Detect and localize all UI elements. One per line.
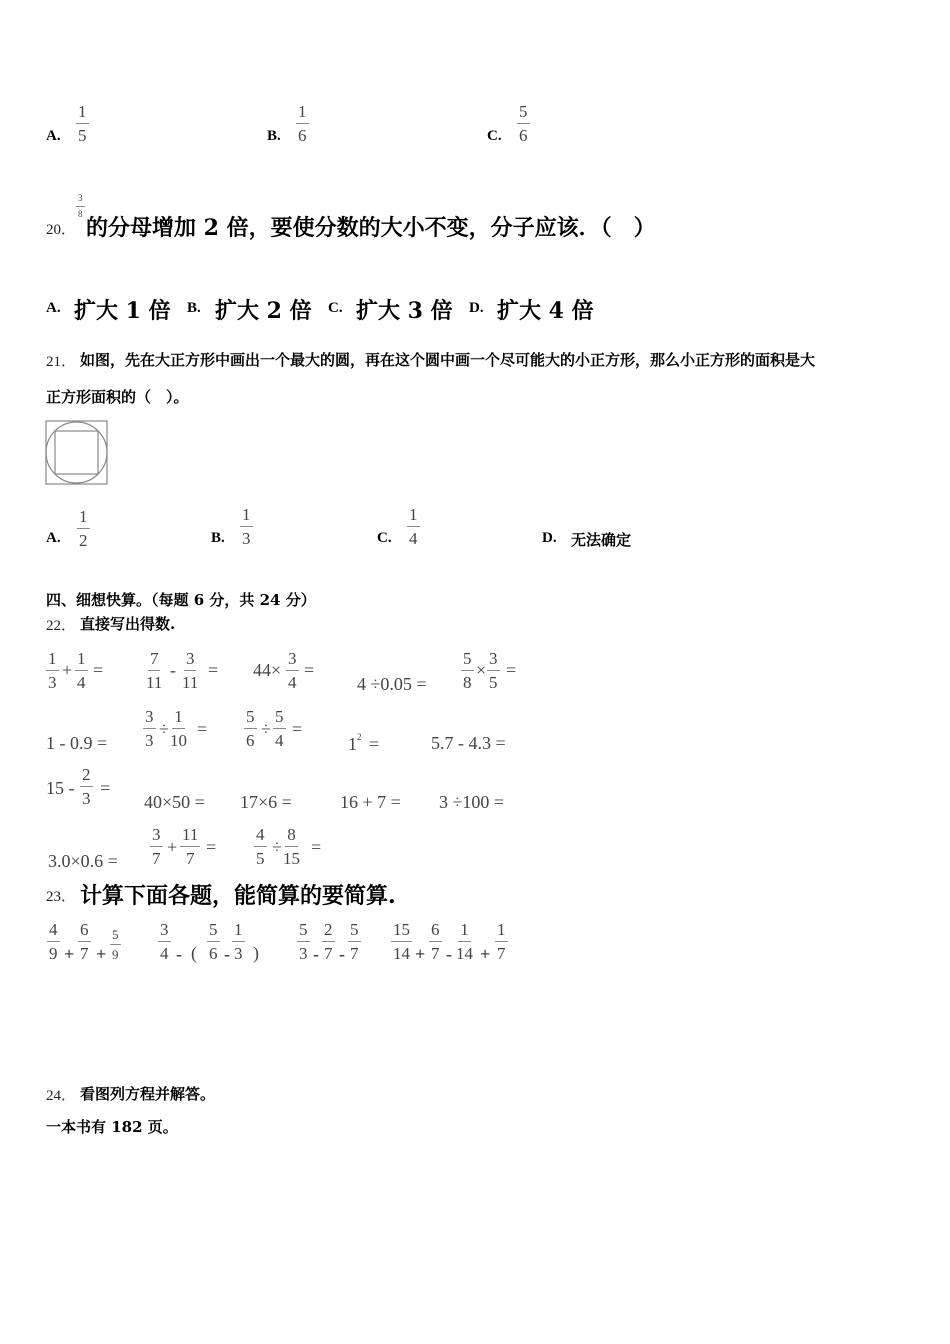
fraction: $\frac{1}{7}$ [497, 920, 506, 963]
fraction: $\frac{2}{7}$ [324, 920, 333, 963]
fraction: $\frac{5}{6}$ [246, 707, 255, 750]
equals: = [304, 660, 315, 680]
q20-number: 20． [46, 222, 77, 238]
q19-option-c-fraction[interactable]: $\frac{5}{6}$ [519, 102, 528, 145]
q21-text-line1: 如图，先在大正方形中画出一个最大的圆，再在这个圆中画一个尽可能大的小正方形，那么小正方形的面积是大 [80, 351, 816, 369]
q20-text: 的分母增加 2 倍，要使分数的大小不变，分子应该．（ ） [86, 215, 656, 241]
operator: × [476, 660, 487, 680]
q20-option-b-text[interactable]: 扩大 2 倍 [215, 298, 312, 324]
expression: 4 ÷0.05 = [357, 674, 427, 694]
expression: 3.0×0.6 = [48, 851, 118, 871]
expression: 3 ÷100 = [439, 792, 505, 812]
equals: = [506, 660, 517, 680]
expression: 1 - 0.9 = [46, 733, 108, 753]
fraction: $\frac{8}{15}$ [283, 825, 300, 868]
operator: ÷ [272, 837, 282, 857]
fraction: $\frac{3}{3}$ [145, 707, 154, 750]
operator: + [96, 944, 107, 964]
q20-option-c-text[interactable]: 扩大 3 倍 [356, 298, 453, 324]
q21-option-d-text[interactable]: 无法确定 [571, 531, 632, 549]
q21-option-d-label: D. [542, 530, 557, 546]
q21-option-b-fraction[interactable]: $\frac{1}{3}$ [242, 505, 251, 548]
q21-option-a-label: A. [46, 530, 61, 546]
fraction: $\frac{1}{3}$ [48, 649, 57, 692]
equals: = [311, 837, 322, 857]
q19-option-b-label: B. [267, 128, 281, 144]
q23-text: 计算下面各题，能简算的要简算. [80, 883, 396, 909]
q20-option-d-label: D. [469, 300, 484, 316]
fraction: $\frac{5}{4}$ [275, 707, 284, 750]
q24-text: 看图列方程并解答。 [80, 1085, 216, 1103]
fraction: $\frac{6}{7}$ [80, 920, 89, 963]
fraction: $\frac{3}{4}$ [160, 920, 169, 963]
q20-option-a-label: A. [46, 300, 61, 316]
q19-option-c-label: C. [487, 128, 502, 144]
left-paren: ( [191, 943, 197, 963]
fraction: $\frac{3}{7}$ [152, 825, 161, 868]
equals: = [100, 778, 111, 798]
q21-text-line2: 正方形面积的（ ）。 [46, 388, 189, 406]
equals: = [369, 734, 380, 754]
q19-option-b-fraction[interactable]: $\frac{1}{6}$ [298, 102, 307, 145]
operator: - [313, 944, 319, 964]
operator: - [446, 944, 452, 964]
fraction: $\frac{5}{8}$ [463, 649, 472, 692]
q21-option-c-label: C. [377, 530, 392, 546]
fraction: $\frac{1}{4}$ [77, 649, 86, 692]
fraction: $\frac{3}{4}$ [288, 649, 297, 692]
fraction: $\frac{3}{5}$ [489, 649, 498, 692]
operator: ÷ [261, 719, 271, 739]
fraction: $\frac{15}{14}$ [393, 920, 410, 963]
operator: + [62, 660, 73, 680]
q23-number: 23． [46, 889, 77, 905]
fraction: $\frac{5}{9}$ [112, 927, 119, 962]
expression-prefix: 44× [253, 660, 282, 680]
expression: 16 + 7 = [340, 792, 401, 812]
expression: 40×50 = [144, 792, 205, 812]
fraction: $\frac{4}{9}$ [49, 920, 58, 963]
fraction: $\frac{6}{7}$ [431, 920, 440, 963]
operator: - [339, 944, 345, 964]
fraction: $\frac{1}{3}$ [234, 920, 243, 963]
fraction: $\frac{5}{7}$ [350, 920, 359, 963]
square-circle-figure [45, 420, 109, 486]
fraction: $\frac{1}{14}$ [456, 920, 473, 963]
operator: - [224, 944, 230, 964]
expression: 17×6 = [240, 792, 292, 812]
section-4-title: 四、细想快算。（每题 6 分，共 24 分） [46, 591, 316, 609]
q19-option-a-fraction[interactable]: $\frac{1}{5}$ [78, 102, 87, 145]
fraction: $\frac{2}{3}$ [82, 765, 91, 808]
fraction: $\frac{3}{11}$ [182, 649, 199, 692]
equals: = [93, 660, 104, 680]
equals: = [206, 837, 217, 857]
q20-option-d-text[interactable]: 扩大 4 倍 [497, 298, 594, 324]
fraction: $\frac{5}{6}$ [209, 920, 218, 963]
operator: + [415, 944, 426, 964]
operator: + [480, 944, 491, 964]
operator: + [64, 944, 75, 964]
expression-prefix: 15 - [46, 778, 75, 798]
fraction: $\frac{4}{5}$ [256, 825, 265, 868]
operator: ÷ [159, 719, 169, 739]
fraction: $\frac{7}{11}$ [146, 649, 163, 692]
fraction: $\frac{11}{7}$ [182, 825, 199, 868]
operator: - [170, 660, 176, 680]
q21-option-a-fraction[interactable]: $\frac{1}{2}$ [79, 507, 88, 550]
expression-exponent: 2 [357, 732, 362, 742]
q21-option-c-fraction[interactable]: $\frac{1}{4}$ [409, 505, 418, 548]
fraction: $\frac{1}{10}$ [170, 707, 187, 750]
q20-option-c-label: C. [328, 300, 343, 316]
q19-option-a-label: A. [46, 128, 61, 144]
expression-base: 1 [348, 734, 357, 754]
operator: - [176, 944, 182, 964]
q22-text: 直接写出得数. [80, 615, 176, 633]
q22-number: 22． [46, 618, 77, 634]
q20-option-a-text[interactable]: 扩大 1 倍 [74, 298, 171, 324]
expression: 5.7 - 4.3 = [431, 733, 506, 753]
fraction: $\frac{5}{3}$ [299, 920, 308, 963]
operator: + [167, 837, 178, 857]
q21-option-b-label: B. [211, 530, 225, 546]
equals: = [292, 719, 303, 739]
q24-line: 一本书有 182 页。 [46, 1118, 178, 1136]
equals: = [208, 660, 219, 680]
q20-fraction: $\frac{3}{8}$ [78, 193, 83, 219]
q20-option-b-label: B. [187, 300, 201, 316]
right-paren: ) [253, 943, 259, 963]
q24-number: 24． [46, 1088, 77, 1104]
q21-number: 21． [46, 354, 77, 370]
equals: = [197, 719, 208, 739]
